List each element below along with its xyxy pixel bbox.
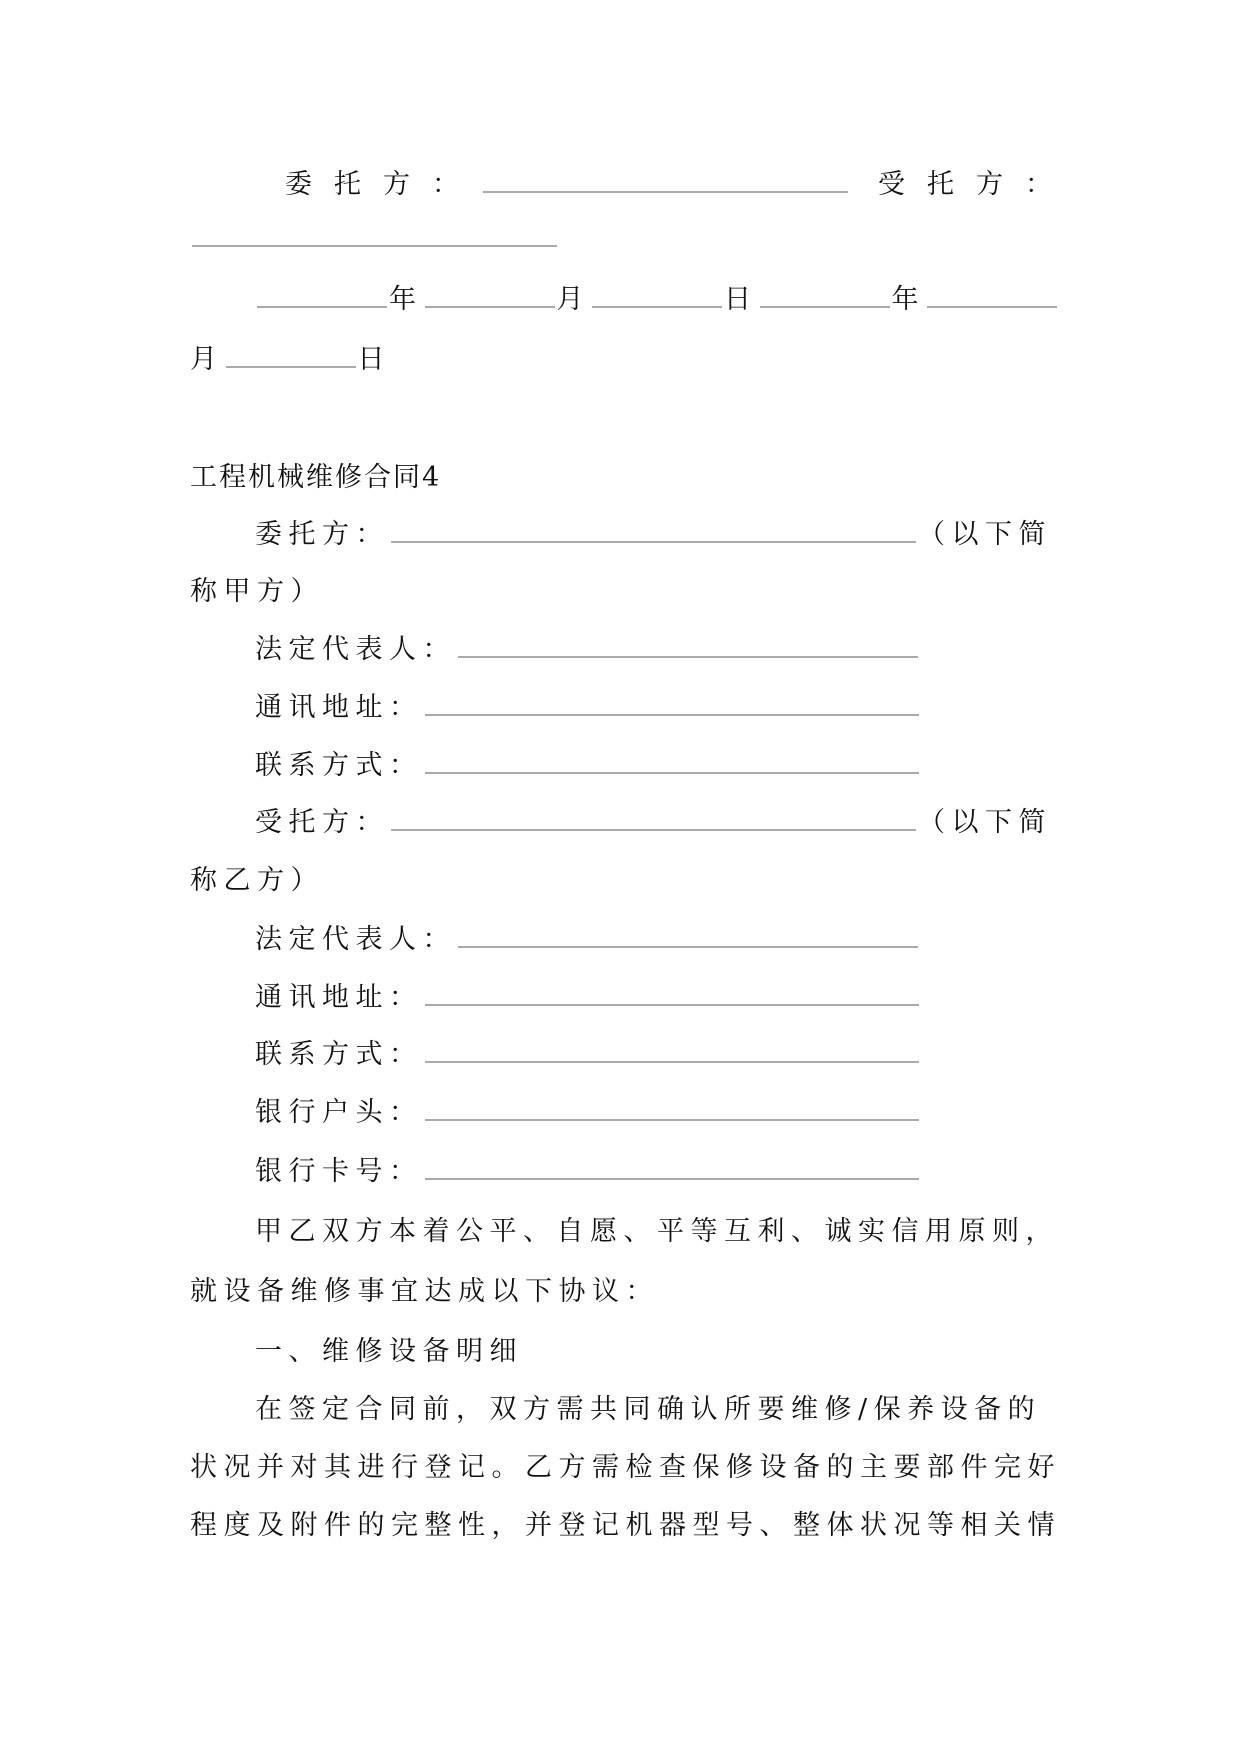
blank[interactable] — [425, 1099, 919, 1121]
party-a-suffix-2: 称甲方） — [190, 576, 324, 607]
paragraph-line: 程度及附件的完整性，并登记机器型号、整体状况等相关情 — [190, 1510, 1061, 1541]
paragraph-line: 在签定合同前，双方需共同确认所要维修/保养设备的 — [255, 1394, 1042, 1425]
label: 银行卡号： — [255, 1156, 423, 1187]
paragraph-line: 状况并对其进行登记。乙方需检查保修设备的主要部件完好 — [190, 1452, 1061, 1483]
party-a-blank[interactable] — [391, 521, 916, 543]
party-b-address — [255, 981, 921, 1015]
principal-label: 委托方： — [285, 169, 481, 200]
signature-line — [285, 168, 1074, 202]
section-heading: 一、维修设备明细 — [255, 1336, 523, 1367]
year-blank-2[interactable] — [760, 286, 890, 308]
party-a-line — [255, 518, 1052, 552]
paragraph-line: 就设备维修事宜达成以下协议： — [190, 1276, 659, 1307]
blank[interactable] — [425, 984, 919, 1006]
party-a-contact — [255, 749, 921, 783]
label: 联系方式： — [255, 1039, 423, 1070]
party-b-legal-rep — [255, 923, 920, 957]
label: 通讯地址： — [255, 982, 423, 1013]
paragraph-line: 甲乙双方本着公平、自愿、平等互利、诚实信用原则， — [255, 1216, 1059, 1247]
party-b-blank[interactable] — [391, 809, 916, 831]
agent-blank-line — [190, 222, 559, 256]
party-a-address — [255, 691, 921, 725]
month-blank[interactable] — [425, 286, 555, 308]
date-line — [255, 283, 1059, 317]
label: 通讯地址： — [255, 692, 423, 723]
blank[interactable] — [458, 926, 918, 948]
party-a-legal-rep — [255, 633, 920, 667]
party-b-line — [255, 806, 1052, 840]
day-label-2: 日 — [357, 344, 391, 375]
day-blank-2[interactable] — [226, 346, 356, 368]
year-blank[interactable] — [257, 286, 387, 308]
label: 法定代表人： — [255, 924, 456, 955]
label: 银行户头： — [255, 1097, 423, 1128]
agent-label: 受托方： — [878, 169, 1074, 200]
party-b-bank-name — [255, 1096, 921, 1130]
agent-blank[interactable] — [192, 225, 557, 247]
party-b-contact — [255, 1038, 921, 1072]
day-label: 日 — [724, 284, 758, 315]
party-b-bank-card — [255, 1155, 921, 1189]
document-title: 工程机械维修合同4 — [190, 462, 442, 493]
date-line-2 — [190, 343, 391, 377]
party-b-label: 受托方： — [255, 807, 389, 838]
blank[interactable] — [425, 1158, 919, 1180]
blank[interactable] — [425, 752, 919, 774]
party-b-suffix: （以下简 — [918, 807, 1052, 838]
label: 法定代表人： — [255, 634, 456, 665]
party-a-suffix: （以下简 — [918, 519, 1052, 550]
party-a-label: 委托方： — [255, 519, 389, 550]
year-label: 年 — [389, 284, 423, 315]
party-b-suffix-2: 称乙方） — [190, 865, 324, 896]
blank[interactable] — [425, 694, 919, 716]
label: 联系方式： — [255, 750, 423, 781]
blank[interactable] — [458, 636, 918, 658]
month-blank-2[interactable] — [927, 286, 1057, 308]
month-label-2: 月 — [190, 344, 224, 375]
year-label-2: 年 — [891, 284, 925, 315]
principal-blank[interactable] — [483, 171, 848, 193]
blank[interactable] — [425, 1041, 919, 1063]
day-blank[interactable] — [592, 286, 722, 308]
month-label: 月 — [556, 284, 590, 315]
